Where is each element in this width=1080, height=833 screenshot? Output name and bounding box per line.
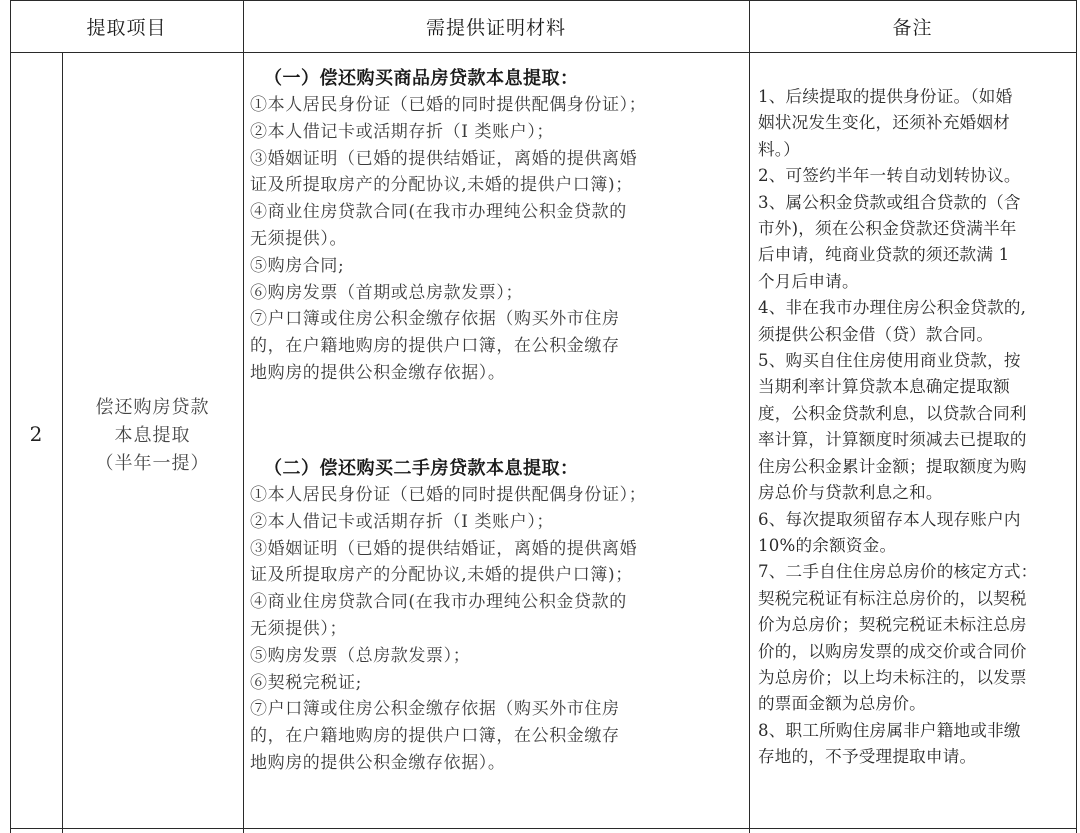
- section-title: （一）偿还购买商品房贷款本息提取：: [264, 68, 579, 89]
- material-line: ②本人借记卡或活期存折（I 类账户）；: [250, 511, 555, 532]
- note-line: 料。）: [758, 139, 801, 159]
- note-line: 后申请，纯商业贷款的须还款满 1: [758, 245, 1010, 265]
- material-line: 地购房的提供公积金缴存依据）。: [250, 752, 506, 773]
- table-right-border: [1076, 0, 1077, 833]
- note-line: 10%的余额资金。: [758, 535, 897, 555]
- note-line: 2、可签约半年一转自动划转协议。: [758, 166, 1021, 186]
- material-line: ④商业住房贷款合同(在我市办理纯公积金贷款的: [250, 202, 627, 223]
- header-divider: [10, 52, 1076, 53]
- material-line: 无须提供）；: [250, 618, 348, 639]
- note-line: 当期利率计算贷款本息确定提取额: [758, 377, 1010, 397]
- material-line: 的，在户籍地购房的提供户口簿，在公积金缴存: [250, 726, 620, 747]
- note-line: 4、非在我市办理住房公积金贷款的,: [758, 298, 1027, 318]
- material-line: 地购房的提供公积金缴存依据）。: [250, 362, 506, 383]
- material-line: ⑦户口簿或住房公积金缴存依据（购买外市住房: [250, 699, 620, 720]
- note-line: 个月后申请。: [758, 271, 859, 291]
- note-line: 契税完税证有标注总房价的，以契税: [758, 588, 1027, 608]
- table-bottom-border: [10, 828, 1076, 829]
- materials-section-commercial: [250, 66, 748, 387]
- material-line: ②本人借记卡或活期存折（I 类账户）；: [250, 121, 555, 142]
- note-line: 3、属公积金贷款或组合贷款的（含: [758, 192, 1021, 212]
- notes-column: [758, 84, 1076, 771]
- materials-section-second-hand: [250, 456, 748, 777]
- header-notes: 备注: [892, 16, 933, 39]
- note-line: 市外)，须在公积金贷款还贷满半年: [758, 219, 1017, 239]
- note-line: 价为总房价；契税完税证未标注总房: [758, 615, 1027, 635]
- material-line: ③婚姻证明（已婚的提供结婚证，离婚的提供离婚: [250, 148, 638, 169]
- material-line: ⑥契税完税证;: [250, 672, 362, 693]
- material-line: ⑥购房发票（首期或总房款发票）；: [250, 282, 524, 303]
- note-line: 8、职工所购住房属非户籍地或非缴: [758, 720, 1021, 740]
- material-line: ③婚姻证明（已婚的提供结婚证，离婚的提供离婚: [250, 538, 638, 559]
- note-line: 为总房价；以上均未标注的，以发票: [758, 667, 1027, 687]
- header-item: 提取项目: [86, 16, 167, 39]
- material-line: 证及所提取房产的分配协议,未婚的提供户口簿)；: [250, 565, 633, 586]
- note-line: 姻状况发生变化，还须补充婚姻材: [758, 113, 1010, 133]
- note-line: 住房公积金累计金额；提取额度为购: [758, 456, 1027, 476]
- note-line: 7、二手自住住房总房价的核定方式：: [758, 562, 1038, 582]
- note-line: 价的，以购房发票的成交价或合同价: [758, 641, 1027, 661]
- item-name-line: （半年一提）: [95, 453, 210, 474]
- item-name: [62, 394, 243, 478]
- material-line: 证及所提取房产的分配协议,未婚的提供户口簿)；: [250, 175, 633, 196]
- material-line: ⑤购房发票（总房款发票）；: [250, 645, 471, 666]
- material-line: ①本人居民身份证（已婚的同时提供配偶身份证）；: [250, 95, 647, 115]
- note-line: 度，公积金贷款利息，以贷款合同利: [758, 403, 1027, 423]
- material-line: ④商业住房贷款合同(在我市办理纯公积金贷款的: [250, 592, 627, 613]
- note-line: 的票面金额为总房价。: [758, 694, 926, 714]
- material-line: ⑦户口簿或住房公积金缴存依据（购买外市住房: [250, 309, 620, 330]
- note-line: 6、每次提取须留存本人现存账户内: [758, 509, 1021, 529]
- header-materials: 需提供证明材料: [425, 16, 566, 39]
- material-line: 无须提供）。: [250, 228, 348, 249]
- item-divider: [243, 0, 244, 833]
- material-line: ①本人居民身份证（已婚的同时提供配偶身份证）；: [250, 485, 647, 505]
- note-line: 5、购买自住住房使用商业贷款，按: [758, 351, 1021, 371]
- row-seq-number: 2: [29, 422, 43, 446]
- materials-divider: [749, 0, 750, 833]
- note-line: 1、后续提取的提供身份证。（如婚: [758, 87, 1013, 106]
- note-line: 存地的，不予受理提取申请。: [758, 747, 977, 767]
- note-line: 房总价与贷款利息之和。: [758, 483, 943, 503]
- item-name-line: 偿还购房贷款: [95, 397, 210, 418]
- section-title: （二）偿还购买二手房贷款本息提取：: [264, 458, 579, 479]
- table-left-border: [10, 0, 11, 833]
- note-line: 率计算，计算额度时须减去已提取的: [758, 430, 1027, 450]
- material-line: 的，在户籍地购房的提供户口簿，在公积金缴存: [250, 336, 620, 357]
- item-name-line: 本息提取: [114, 425, 191, 446]
- material-line: ⑤购房合同;: [250, 255, 345, 276]
- note-line: 须提供公积金借（贷）款合同。: [758, 324, 994, 344]
